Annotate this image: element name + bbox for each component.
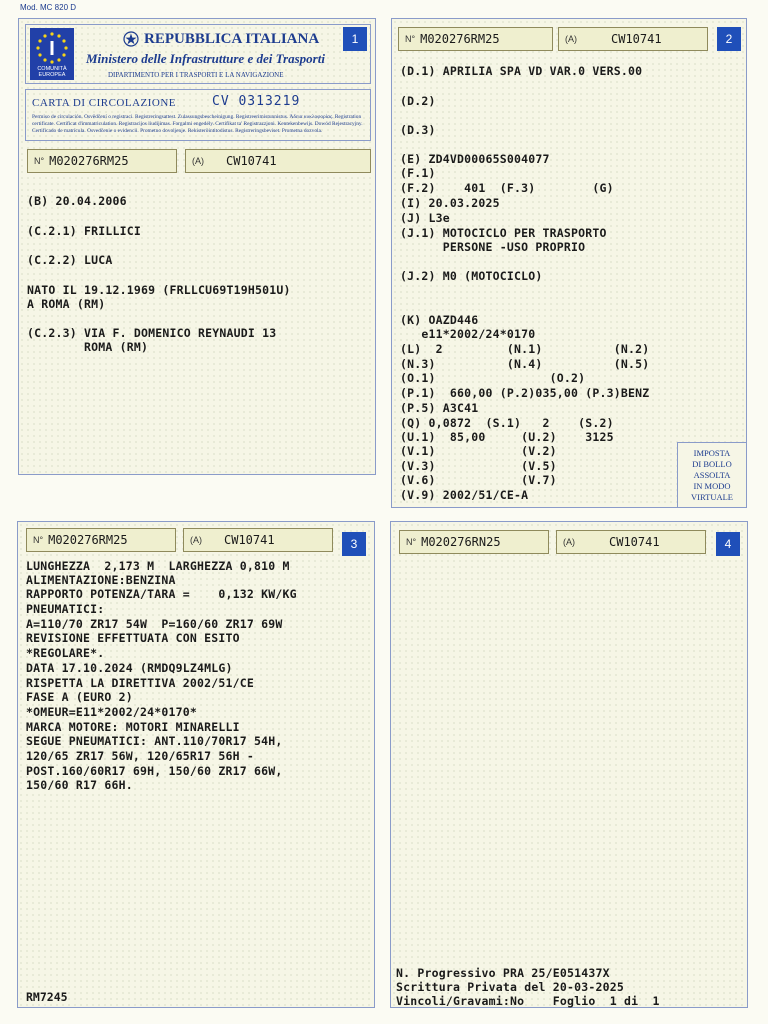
panel-number: 3: [342, 532, 366, 556]
number-label: N°: [33, 535, 44, 545]
field-line: POST.160/60R17 69H, 150/60 ZR17 66W,: [26, 764, 283, 778]
field-line: MARCA MOTORE: MOTORI MINARELLI: [26, 720, 240, 734]
field-line: e11*2002/24*0170: [400, 327, 536, 341]
eu-stars-icon: [35, 31, 69, 65]
panel-4: [390, 521, 748, 1008]
progressive-number: N. Progressivo PRA 25/E051437X: [396, 966, 610, 980]
field-line: 120/65 ZR17 56W, 120/65R17 56H -: [26, 749, 254, 763]
registration-number: M020276RM25: [48, 533, 128, 547]
panel-1: [18, 18, 376, 475]
number-label: N°: [405, 34, 416, 44]
private-deed-date: Scrittura Privata del 20-03-2025: [396, 980, 624, 994]
plate-number: CW10741: [611, 32, 662, 46]
plate-number: CW10741: [609, 535, 660, 549]
plate-label: (A): [192, 156, 204, 166]
field-line: ALIMENTAZIONE:BENZINA: [26, 573, 176, 587]
field-line: (V.3) (V.5): [400, 459, 557, 473]
form-model-code: Mod. MC 820 D: [20, 3, 77, 12]
field-line: (P.5) A3C41: [400, 401, 479, 415]
registration-number-box: [398, 27, 553, 51]
field-line: (Q) 0,0872 (S.1) 2 (S.2): [400, 416, 614, 430]
field-line: 150/60 R17 66H.: [26, 778, 133, 792]
field-line: PNEUMATICI:: [26, 602, 105, 616]
plate-label: (A): [190, 535, 202, 545]
field-line: (U.1) 85,00 (U.2) 3125: [400, 430, 614, 444]
field-line: (D.3): [400, 123, 436, 137]
field-line: RAPPORTO POTENZA/TARA = 0,132 KW/KG: [26, 587, 297, 601]
field-line: A ROMA (RM): [27, 297, 106, 311]
panel-3: [17, 521, 375, 1008]
field-line: PERSONE -USO PROPRIO: [400, 240, 586, 254]
field-line: (D.1) APRILIA SPA VD VAR.0 VERS.00: [400, 64, 643, 78]
field-line: SEGUE PNEUMATICI: ANT.110/70R17 54H,: [26, 734, 283, 748]
field-line: *OMEUR=E11*2002/24*0170*: [26, 705, 197, 719]
field-line: (J.2) M0 (MOTOCICLO): [400, 269, 543, 283]
stamp-text: DI BOLLO: [692, 459, 732, 469]
registration-number: M020276RM25: [49, 154, 129, 168]
field-line: FASE A (EURO 2): [26, 690, 133, 704]
field-line: (L) 2 (N.1) (N.2): [400, 342, 650, 356]
field-line: (F.1): [400, 166, 436, 180]
panel-number: 2: [717, 27, 741, 51]
registration-number: M020276RN25: [421, 535, 501, 549]
office-code: RM7245: [26, 990, 68, 1004]
card-title: CARTA DI CIRCOLAZIONE: [32, 97, 177, 109]
registration-card-header: [25, 89, 371, 141]
field-line: RISPETTA LA DIRETTIVA 2002/51/CE: [26, 676, 254, 690]
plate-number: CW10741: [224, 533, 275, 547]
field-line: (F.2) 401 (F.3) (G): [400, 181, 614, 195]
plate-label: (A): [565, 34, 577, 44]
plate-box: [556, 530, 706, 554]
registration-number: M020276RM25: [420, 32, 500, 46]
ministry-title: Ministero delle Infrastrutture e dei Trasporti: [86, 51, 325, 66]
department-title: DIPARTIMENTO PER I TRASPORTI E LA NAVIGAZIONE: [108, 71, 284, 79]
field-line: (C.2.1) FRILLICI: [27, 224, 141, 238]
panel-2: [391, 18, 747, 508]
field-line: (B) 20.04.2006: [27, 194, 127, 208]
panel-number: 1: [343, 27, 367, 51]
field-line: (J) L3e: [400, 211, 450, 225]
field-line: ROMA (RM): [27, 340, 149, 354]
plate-box: [558, 27, 708, 51]
field-line: (P.1) 660,00 (P.2)035,00 (P.3)BENZ: [400, 386, 650, 400]
field-line: (K) OAZD446: [400, 313, 479, 327]
italian-emblem-icon: [123, 31, 139, 47]
field-line: (O.1) (O.2): [400, 371, 586, 385]
eu-label: COMUNITÀ EUROPEA: [37, 66, 67, 78]
plate-box: [183, 528, 333, 552]
field-line: *REGOLARE*.: [26, 646, 105, 660]
field-line: (V.6) (V.7): [400, 473, 557, 487]
multilingual-title: Permiso de circulación. Osvědčení o registraci. Registreringsattest. Zulassungsbescheinigung. Registreerimistunnistus. Άδεια κυκλοφορίας. Registration certificate. Certificat d'immatriculation. Registracijos liudijimas. Forgalmi engedély. Certifikat ta' Registrazzjoni. Kentekenbewijs. Dowód Rejestracyjny. Certificado de matrícula. Osvedčenie o evidencii. Prometno dovoljenje. Rekisteröintitodistus. Registreringsbeviset. Prometna dozvola.: [32, 114, 363, 134]
number-label: N°: [34, 156, 45, 166]
field-line: (J.1) MOTOCICLO PER TRASPORTO: [400, 226, 607, 240]
stamp-text: ASSOLTA: [693, 470, 731, 480]
plate-number: CW10741: [226, 154, 277, 168]
registration-number-box: [399, 530, 549, 554]
field-line: (I) 20.03.2025: [400, 196, 500, 210]
virtual-stamp-box: [677, 442, 747, 508]
field-line: DATA 17.10.2024 (RMDQ9LZ4MLG): [26, 661, 233, 675]
field-line: NATO IL 19.12.1969 (FRLLCU69T19H501U): [27, 283, 291, 297]
stamp-text: IMPOSTA: [693, 448, 731, 458]
field-line: LUNGHEZZA 2,173 M LARGHEZZA 0,810 M: [26, 559, 290, 573]
republic-header: [25, 24, 371, 84]
number-label: N°: [406, 537, 417, 547]
field-line: REVISIONE EFFETTUATA CON ESITO: [26, 631, 240, 645]
card-number: CV 0313219: [212, 94, 301, 109]
stamp-text: IN MODO: [693, 481, 731, 491]
registration-number-box: [27, 149, 177, 173]
field-line: A=110/70 ZR17 54W P=160/60 ZR17 69W: [26, 617, 283, 631]
field-line: (C.2.2) LUCA: [27, 253, 113, 267]
plate-box: [185, 149, 371, 173]
panel-number: 4: [716, 532, 740, 556]
republic-title: REPUBBLICA ITALIANA: [144, 31, 320, 47]
field-line: (V.1) (V.2): [400, 444, 557, 458]
field-line: (C.2.3) VIA F. DOMENICO REYNAUDI 13: [27, 326, 277, 340]
liens-and-sheet: Vincoli/Gravami:No Foglio 1 di 1: [396, 994, 660, 1008]
field-line: (N.3) (N.4) (N.5): [400, 357, 650, 371]
field-line: (D.2): [400, 94, 436, 108]
field-line: (V.9) 2002/51/CE-A: [400, 488, 529, 502]
registration-number-box: [26, 528, 176, 552]
eu-flag-icon: [30, 28, 74, 80]
stamp-text: VIRTUALE: [691, 492, 733, 502]
field-line: (E) ZD4VD00065S004077: [400, 152, 550, 166]
plate-label: (A): [563, 537, 575, 547]
